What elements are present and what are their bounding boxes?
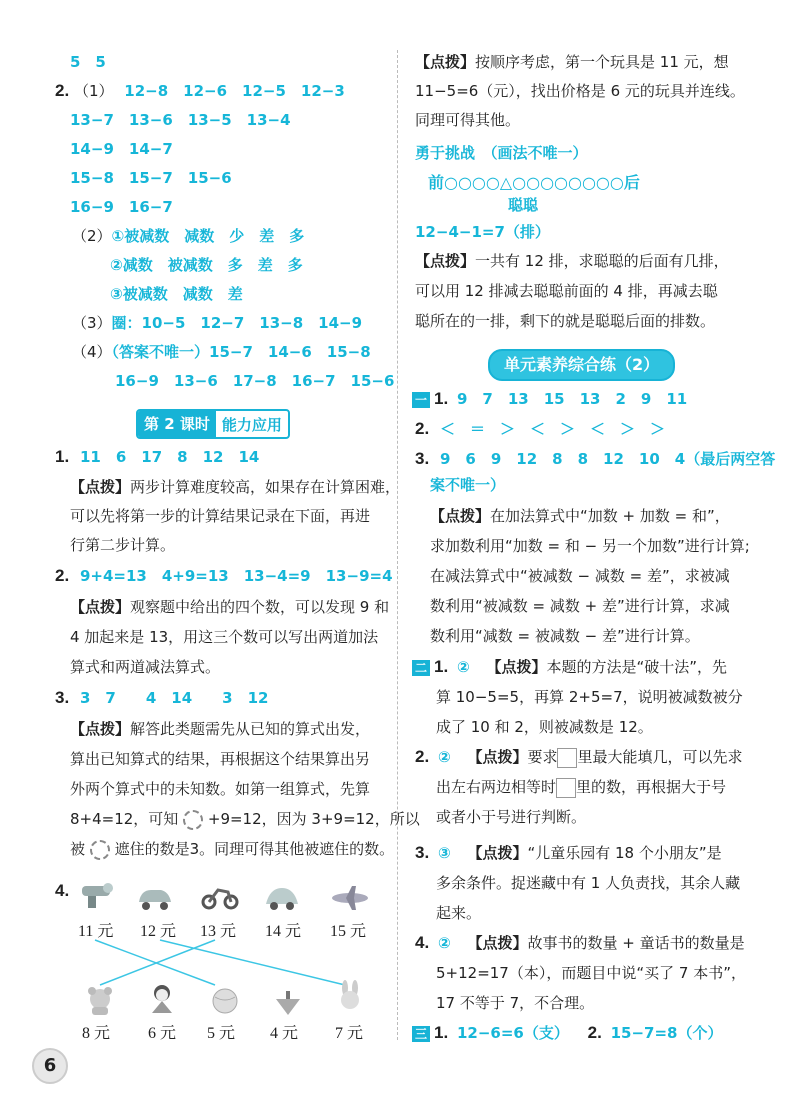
s2-question-1: 1. ② 【点拨】本题的方法是“破十法”，先 xyxy=(434,657,728,676)
congcong-label: 聪聪 xyxy=(508,196,539,214)
section-2-marker: 二 xyxy=(412,660,430,676)
lesson-question-4: 4. xyxy=(55,881,70,900)
answer-line: 5 5 xyxy=(70,53,106,71)
price-label: 6 元 xyxy=(148,1025,177,1042)
s1-question-3: 3. 9 6 9 12 8 8 12 10 4（最后两空答 xyxy=(415,449,776,468)
answer-line: 12−4−1=7（排） xyxy=(415,223,550,241)
answer-line: ②减数 被减数 多 差 多 xyxy=(110,256,303,274)
hint-text: 【点拨】在加法算式中“加数 + 加数 = 和”， xyxy=(430,507,730,525)
hint-text: 【点拨】两步计算难度较高，如果存在计算困难， xyxy=(70,478,401,496)
hint-text: 数利用“减数 = 被减数 − 差”进行计算。 xyxy=(430,627,700,645)
hint-text: 17 不等于 7，不合理。 xyxy=(436,994,595,1012)
hint-text: 算式和两道减法算式。 xyxy=(70,658,221,676)
challenge-title: 勇于挑战 （画法不唯一） xyxy=(415,144,588,162)
price-label: 12 元 xyxy=(140,923,177,940)
answer-line: 16−9 13−6 17−8 16−7 15−6 xyxy=(115,372,395,390)
answer-line: 16−9 16−7 xyxy=(70,198,173,216)
hint-text: 或者小于号进行判断。 xyxy=(436,808,587,826)
lesson-question-3: 3. 3 7 4 14 3 12 xyxy=(55,688,269,707)
hint-text: 【点拨】一共有 12 排，求聪聪的后面有几排， xyxy=(415,252,729,270)
unit-title: 单元素养综合练（2） xyxy=(488,349,675,381)
covered-number-icon xyxy=(183,810,203,830)
s2-question-2: 2. ② 【点拨】要求 里最大能填几，可以先求 xyxy=(415,747,743,766)
hint-text: 起来。 xyxy=(436,904,482,922)
section-1-marker: 一 xyxy=(412,392,430,408)
hint-text: 成了 10 和 2，则被减数是 12。 xyxy=(436,718,653,736)
section-3-marker: 三 xyxy=(412,1026,430,1042)
match-line xyxy=(95,940,215,985)
ball-icon xyxy=(205,985,245,1017)
price-label: 15 元 xyxy=(330,923,367,940)
covered-number-icon xyxy=(90,840,110,860)
hint-text: 被 遮住的数是3。同理可得其他被遮住的数。 xyxy=(70,840,395,858)
hint-text: 可以先将第一步的计算结果记录在下面，再进 xyxy=(70,507,371,525)
hint-text: 5+12=17（本），而题目中说“买了 7 本书”， xyxy=(436,964,746,982)
price-label: 7 元 xyxy=(335,1025,364,1042)
airplane-icon xyxy=(330,882,370,914)
question-2: 2. （1） 12−8 12−6 12−5 12−3 xyxy=(55,81,345,100)
water-gun-icon xyxy=(78,880,118,912)
s2-question-3: 3. ③ 【点拨】“儿童乐园有 18 个小朋友”是 xyxy=(415,843,722,862)
hint-text: 4 加起来是 13，用这三个数可以写出两道加法 xyxy=(70,628,379,646)
match-line xyxy=(100,940,215,985)
blank-box xyxy=(557,748,577,768)
hint-text: 11−5=6（元），找出价格是 6 元的玩具并连线。 xyxy=(415,82,745,100)
bunny-icon xyxy=(330,980,370,1012)
queue-sequence: 前○○○○△○○○○○○○○后 xyxy=(428,173,640,192)
price-label: 13 元 xyxy=(200,923,237,940)
answer-line: ③被减数 减数 差 xyxy=(110,285,243,303)
hint-text: 【点拨】解答此类题需先从已知的算式出发， xyxy=(70,720,371,738)
lesson-name: 能力应用 xyxy=(221,415,282,434)
hint-text: 聪所在的一排，剩下的就是聪聪后面的排数。 xyxy=(415,312,716,330)
price-label: 11 元 xyxy=(78,923,114,940)
hint-text: 在减法算式中“被减数 − 减数 = 差”，求被减 xyxy=(430,567,730,585)
s1-question-2: 2. ＜ ＝ ＞ ＜ ＞ ＜ ＞ ＞ xyxy=(415,419,665,438)
s2-question-4: 4. ② 【点拨】故事书的数量 + 童话书的数量是 xyxy=(415,933,745,952)
column-divider xyxy=(397,50,398,1040)
teddy-bear-icon xyxy=(80,985,120,1017)
hint-text: 行第二步计算。 xyxy=(70,536,176,554)
doll-icon xyxy=(142,983,182,1015)
question-2-part-3: （3）圈：10−5 12−7 13−8 14−9 xyxy=(72,314,363,332)
hint-text: 算 10−5=5，再算 2+5=7，说明被减数被分 xyxy=(436,688,743,706)
hint-text: 8+4=12，可知 +9=12，因为 3+9=12，所以 xyxy=(70,810,420,828)
match-line xyxy=(160,940,345,985)
hint-text: 出左右两边相等时 里的数，再根据大于号 xyxy=(436,778,727,796)
hint-text: 数利用“被减数 = 减数 + 差”进行计算，求减 xyxy=(430,597,730,615)
hint-text: 求加数利用“加数 = 和 − 另一个加数”进行计算; xyxy=(430,537,750,555)
s1-question-1: 1. 9 7 13 15 13 2 9 11 xyxy=(434,389,688,408)
hint-text: 【点拨】按顺序考虑，第一个玩具是 11 元，想 xyxy=(415,53,729,71)
hint-text: 外两个算式中的未知数。如第一组算式，先算 xyxy=(70,780,371,798)
price-label: 8 元 xyxy=(82,1025,111,1042)
hint-text: 多余条件。捉迷藏中有 1 人负责找，其余人藏 xyxy=(436,874,741,892)
lesson-question-2: 2. 9+4=13 4+9=13 13−4=9 13−9=4 xyxy=(55,566,393,585)
question-2-part-2: （2）①被减数 减数 少 差 多 xyxy=(72,227,305,245)
lesson-question-1: 1. 11 6 17 8 12 14 xyxy=(55,447,260,466)
motorcycle-icon xyxy=(200,880,240,912)
price-label: 14 元 xyxy=(265,923,302,940)
hint-text: 【点拨】观察题中给出的四个数，可以发现 9 和 xyxy=(70,598,390,616)
lesson-title xyxy=(136,409,290,439)
s3-answers: 1. 12−6=6（支） 2. 15−7=8（个） xyxy=(434,1023,723,1042)
answer-line: 14−9 14−7 xyxy=(70,140,173,158)
right-column xyxy=(400,0,800,1114)
answer-line: 13−7 13−6 13−5 13−4 xyxy=(70,111,291,129)
price-label: 4 元 xyxy=(270,1025,299,1042)
blank-box xyxy=(556,778,576,798)
hint-text: 同理可得其他。 xyxy=(415,111,521,129)
question-2-part-4: （4）（答案不唯一）15−7 14−6 15−8 xyxy=(72,343,371,361)
price-label: 5 元 xyxy=(207,1025,236,1042)
answer-line: 案不唯一） xyxy=(430,476,506,494)
page-number: 6 xyxy=(32,1048,68,1084)
spinning-top-icon xyxy=(268,987,308,1019)
hint-text: 可以用 12 排减去聪聪前面的 4 排，再减去聪 xyxy=(415,282,718,300)
beetle-car-icon xyxy=(262,882,302,914)
answer-line: 15−8 15−7 15−6 xyxy=(70,169,232,187)
toy-car-icon xyxy=(135,882,175,914)
lesson-tag: 第 2 课时 xyxy=(138,411,216,437)
hint-text: 算出已知算式的结果，再根据这个结果算出另 xyxy=(70,750,371,768)
